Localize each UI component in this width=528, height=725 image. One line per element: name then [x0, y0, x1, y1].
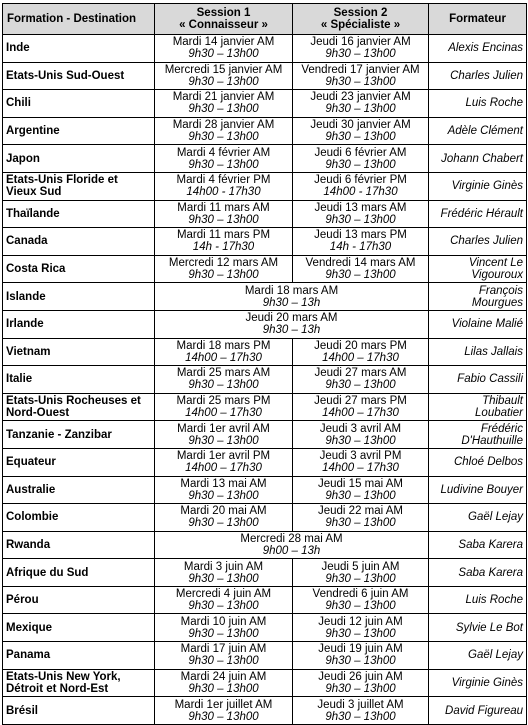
session-time: 14h00 – 17h30 [185, 407, 262, 420]
session-date: Jeudi 5 juin AM [321, 560, 400, 573]
table-header [3, 4, 527, 35]
trainer-cell: Ludivine Bouyer [429, 476, 527, 504]
session-1-cell [155, 476, 293, 504]
session-date: Jeudi 27 mars PM [314, 395, 407, 408]
session-time: 14h00 – 17h30 [185, 351, 262, 364]
trainer-cell: Charles Julien [429, 62, 527, 90]
session-date: Vendredi 14 mars AM [305, 257, 416, 270]
table-row [3, 366, 527, 394]
session-time: 14h00 - 17h30 [323, 186, 398, 199]
trainer-cell: Violaine Malié [429, 310, 527, 338]
session-date: Mardi 25 mars AM [176, 367, 271, 380]
destination-cell: Islande [3, 283, 155, 311]
session-time: 9h30 – 13h00 [325, 158, 396, 171]
session-date: Jeudi 19 juin AM [318, 643, 403, 656]
session-1-cell [155, 697, 293, 725]
session-date: Mardi 25 mars PM [176, 395, 271, 408]
trainer-cell: Luis Roche [429, 586, 527, 614]
session-time: 9h30 – 13h00 [188, 379, 259, 392]
session-time: 14h00 - 17h30 [186, 186, 261, 199]
session-time: 9h30 – 13h00 [188, 269, 259, 282]
session-time: 9h30 – 13h00 [188, 158, 259, 171]
session-time: 14h00 – 17h30 [322, 462, 399, 475]
destination-cell: Irlande [3, 310, 155, 338]
session-date: Jeudi 13 mars AM [314, 201, 407, 214]
session-time: 14h00 – 17h30 [322, 351, 399, 364]
session-1-cell [155, 62, 293, 90]
table-row [3, 338, 527, 366]
destination-cell: Italie [3, 366, 155, 394]
session-2-cell [293, 393, 429, 421]
session-time: 14h - 17h30 [329, 241, 392, 254]
session-time: 9h30 – 13h00 [188, 600, 259, 613]
session-time: 9h30 – 13h00 [325, 489, 396, 502]
session-2-cell [293, 338, 429, 366]
session-date: Jeudi 27 mars AM [314, 367, 407, 380]
session-1-cell [155, 448, 293, 476]
header-row [3, 4, 527, 35]
session-1-cell [155, 283, 429, 311]
session-1-cell [155, 228, 293, 256]
destination-cell: Panama [3, 642, 155, 670]
table-row [3, 476, 527, 504]
table-row [3, 448, 527, 476]
header-session-2 [293, 4, 429, 35]
header-session-2-level: « Spécialiste » [320, 19, 401, 31]
destination-cell: Mexique [3, 614, 155, 642]
session-1-cell [155, 586, 293, 614]
session-date: Mardi 21 janvier AM [172, 91, 275, 104]
trainer-cell: David Figureau [429, 697, 527, 725]
session-date: Jeudi 12 juin AM [318, 615, 403, 628]
session-1-cell [155, 200, 293, 228]
destination-cell: Etats-Unis Floride et Vieux Sud [3, 172, 155, 200]
session-2-cell [293, 586, 429, 614]
session-1-cell [155, 172, 293, 200]
session-2-cell [293, 421, 429, 449]
session-2-cell [293, 697, 429, 725]
trainer-cell: Frédéric Hérault [429, 200, 527, 228]
session-2-cell [293, 476, 429, 504]
session-time: 9h30 – 13h00 [325, 75, 396, 88]
session-date: Mardi 20 mai AM [180, 505, 267, 518]
table-row [3, 393, 527, 421]
session-date: Mercredi 12 mars AM [168, 257, 279, 270]
session-2-cell [293, 366, 429, 394]
session-time: 9h30 – 13h00 [325, 48, 396, 61]
header-session-2-title: Session 2 [333, 7, 388, 19]
session-date: Jeudi 3 avril AM [319, 422, 402, 435]
session-2-cell [293, 228, 429, 256]
trainer-cell: Sylvie Le Bot [429, 614, 527, 642]
table-row [3, 642, 527, 670]
session-time: 9h30 – 13h00 [188, 627, 259, 640]
table-row [3, 90, 527, 118]
table-row [3, 283, 527, 311]
session-1-cell [155, 559, 293, 587]
destination-cell: Chili [3, 90, 155, 118]
session-date: Mardi 4 février AM [176, 146, 271, 159]
session-2-cell [293, 200, 429, 228]
session-date: Jeudi 6 février PM [314, 174, 407, 187]
session-time: 9h30 – 13h00 [325, 682, 396, 695]
session-1-cell [155, 366, 293, 394]
trainer-cell: Gaël Lejay [429, 504, 527, 532]
session-2-cell [293, 448, 429, 476]
trainer-cell: Lilas Jallais [429, 338, 527, 366]
session-time: 9h30 – 13h00 [325, 572, 396, 585]
session-time: 9h30 – 13h00 [188, 655, 259, 668]
table-row [3, 421, 527, 449]
session-date: Jeudi 22 mai AM [317, 505, 403, 518]
session-date: Jeudi 20 mars AM [245, 312, 338, 325]
trainer-cell: Virginie Ginès [429, 669, 527, 697]
trainer-cell: Adèle Clément [429, 117, 527, 145]
session-1-cell [155, 504, 293, 532]
session-1-cell [155, 90, 293, 118]
session-date: Mardi 4 février PM [176, 174, 271, 187]
session-time: 9h30 – 13h00 [188, 213, 259, 226]
header-session-1 [155, 4, 293, 35]
session-date: Mardi 1er avril AM [177, 422, 270, 435]
header-session-1-level: « Connaisseur » [179, 19, 268, 31]
session-1-cell [155, 614, 293, 642]
trainer-cell: Virginie Ginès [429, 172, 527, 200]
session-date: Mardi 14 janvier AM [172, 36, 275, 49]
session-time: 9h30 – 13h00 [188, 682, 259, 695]
table-row [3, 559, 527, 587]
session-1-cell [155, 642, 293, 670]
trainer-cell: Charles Julien [429, 228, 527, 256]
session-time: 9h30 – 13h00 [325, 379, 396, 392]
session-2-cell [293, 669, 429, 697]
session-date: Mardi 13 mai AM [180, 477, 267, 490]
session-2-cell [293, 62, 429, 90]
session-date: Mardi 18 mars PM [176, 339, 271, 352]
session-2-cell [293, 172, 429, 200]
destination-cell: Equateur [3, 448, 155, 476]
table-body [3, 35, 527, 725]
session-2-cell [293, 35, 429, 63]
session-time: 9h30 – 13h [262, 296, 321, 309]
header-destination: Formation - Destination [3, 4, 155, 35]
session-1-cell [155, 531, 429, 559]
session-2-cell [293, 255, 429, 283]
session-date: Jeudi 26 juin AM [318, 670, 403, 683]
session-date: Mardi 18 mars AM [244, 284, 339, 297]
table-row [3, 504, 527, 532]
destination-cell: Pérou [3, 586, 155, 614]
session-2-cell [293, 504, 429, 532]
session-time: 9h30 – 13h00 [325, 627, 396, 640]
destination-cell: Inde [3, 35, 155, 63]
session-date: Jeudi 15 mai AM [317, 477, 403, 490]
table-row [3, 35, 527, 63]
trainer-cell: Saba Karera [429, 559, 527, 587]
session-date: Mercredi 4 juin AM [175, 588, 272, 601]
session-time: 14h00 – 17h30 [185, 462, 262, 475]
session-1-cell [155, 669, 293, 697]
session-time: 9h30 – 13h00 [188, 103, 259, 116]
session-date: Mardi 11 mars AM [177, 201, 270, 214]
destination-cell: Japon [3, 145, 155, 173]
session-1-cell [155, 117, 293, 145]
session-time: 9h30 – 13h00 [325, 213, 396, 226]
destination-cell: Colombie [3, 504, 155, 532]
session-time: 9h30 – 13h00 [325, 269, 396, 282]
destination-cell: Argentine [3, 117, 155, 145]
session-time: 9h30 – 13h00 [188, 489, 259, 502]
table-row [3, 310, 527, 338]
trainer-cell: François Mourgues [429, 283, 527, 311]
destination-cell: Australie [3, 476, 155, 504]
session-date: Mardi 28 janvier AM [172, 119, 275, 132]
session-time: 9h30 – 13h00 [188, 572, 259, 585]
table-row [3, 531, 527, 559]
header-trainer: Formateur [429, 4, 527, 35]
table-row [3, 614, 527, 642]
session-date: Mardi 24 juin AM [180, 670, 267, 683]
session-time: 9h30 – 13h [262, 324, 321, 337]
table-row [3, 62, 527, 90]
session-date: Mardi 3 juin AM [183, 560, 264, 573]
session-date: Mardi 1er avril PM [176, 450, 271, 463]
table-row [3, 669, 527, 697]
session-date: Jeudi 23 janvier AM [310, 91, 411, 104]
trainer-cell: Gaël Lejay [429, 642, 527, 670]
table-row [3, 172, 527, 200]
session-2-cell [293, 117, 429, 145]
session-date: Mardi 1er juillet AM [174, 698, 273, 711]
session-2-cell [293, 90, 429, 118]
table-row [3, 228, 527, 256]
session-time: 9h30 – 13h00 [325, 434, 396, 447]
destination-cell: Vietnam [3, 338, 155, 366]
table-row [3, 586, 527, 614]
session-date: Jeudi 3 juillet AM [317, 698, 404, 711]
destination-cell: Etats-Unis Rocheuses et Nord-Ouest [3, 393, 155, 421]
session-date: Mardi 17 juin AM [180, 643, 267, 656]
session-date: Jeudi 16 janvier AM [310, 36, 411, 49]
session-1-cell [155, 35, 293, 63]
session-date: Jeudi 30 janvier AM [310, 119, 411, 132]
session-time: 9h30 – 13h00 [188, 75, 259, 88]
session-time: 9h30 – 13h00 [325, 600, 396, 613]
destination-cell: Rwanda [3, 531, 155, 559]
table-row [3, 200, 527, 228]
session-date: Mardi 11 mars PM [176, 229, 271, 242]
trainer-cell: Luis Roche [429, 90, 527, 118]
session-1-cell [155, 421, 293, 449]
session-time: 9h30 – 13h00 [325, 103, 396, 116]
trainer-cell: Vincent Le Vigouroux [429, 255, 527, 283]
destination-cell: Etats-Unis New York, Détroit et Nord-Est [3, 669, 155, 697]
session-date: Jeudi 13 mars PM [314, 229, 407, 242]
destination-cell: Afrique du Sud [3, 559, 155, 587]
session-2-cell [293, 642, 429, 670]
table-row [3, 697, 527, 725]
trainer-cell: Alexis Encinas [429, 35, 527, 63]
session-time: 9h30 – 13h00 [188, 434, 259, 447]
destination-cell: Canada [3, 228, 155, 256]
session-1-cell [155, 338, 293, 366]
trainer-cell: Saba Karera [429, 531, 527, 559]
session-time: 9h00 – 13h [262, 544, 321, 557]
session-2-cell [293, 145, 429, 173]
trainer-cell: Chloé Delbos [429, 448, 527, 476]
session-1-cell [155, 310, 429, 338]
session-time: 9h30 – 13h00 [188, 517, 259, 530]
session-date: Vendredi 17 janvier AM [301, 63, 420, 76]
session-2-cell [293, 614, 429, 642]
session-1-cell [155, 145, 293, 173]
table-row [3, 255, 527, 283]
session-date: Jeudi 3 avril PM [319, 450, 402, 463]
session-time: 14h - 17h30 [192, 241, 255, 254]
destination-cell: Costa Rica [3, 255, 155, 283]
session-1-cell [155, 255, 293, 283]
session-time: 9h30 – 13h00 [325, 131, 396, 144]
table-row [3, 117, 527, 145]
session-date: Jeudi 6 février AM [314, 146, 407, 159]
table-row [3, 145, 527, 173]
destination-cell: Tanzanie - Zanzibar [3, 421, 155, 449]
session-time: 9h30 – 13h00 [188, 710, 259, 723]
session-time: 14h00 – 17h30 [322, 407, 399, 420]
header-session-1-title: Session 1 [196, 7, 251, 19]
session-date: Jeudi 20 mars PM [314, 339, 407, 352]
trainer-cell: Frédéric D'Hauthuille [429, 421, 527, 449]
session-date: Mercredi 15 janvier AM [164, 63, 283, 76]
destination-cell: Thaïlande [3, 200, 155, 228]
trainer-cell: Fabio Cassili [429, 366, 527, 394]
destination-cell: Brésil [3, 697, 155, 725]
session-date: Mercredi 28 mai AM [240, 532, 343, 545]
trainer-cell: Thibault Loubatier [429, 393, 527, 421]
session-date: Mardi 10 juin AM [180, 615, 267, 628]
session-time: 9h30 – 13h00 [188, 48, 259, 61]
destination-cell: Etats-Unis Sud-Ouest [3, 62, 155, 90]
session-time: 9h30 – 13h00 [325, 655, 396, 668]
session-2-cell [293, 559, 429, 587]
session-date: Vendredi 6 juin AM [312, 588, 409, 601]
trainer-cell: Johann Chabert [429, 145, 527, 173]
session-time: 9h30 – 13h00 [325, 710, 396, 723]
session-time: 9h30 – 13h00 [325, 517, 396, 530]
session-1-cell [155, 393, 293, 421]
schedule-table [2, 3, 527, 725]
session-time: 9h30 – 13h00 [188, 131, 259, 144]
